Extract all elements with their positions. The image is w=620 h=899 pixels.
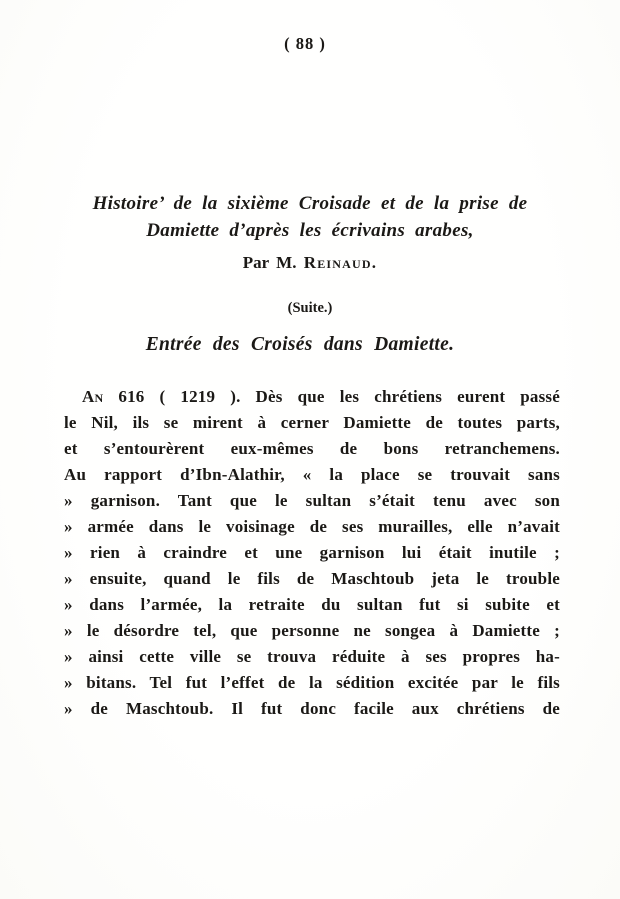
byline-prefix: Par M. (242, 253, 304, 272)
text-line: le Nil, ils se mirent à cerner Damiette de toutes parts, (64, 413, 560, 432)
text-line: » ensuite, quand le fils de Maschtoub jeta le trouble (64, 569, 560, 588)
title-line-1: Histoire’ de la sixième Croisade et de la prise de (92, 193, 528, 214)
text-line: » rien à craindre et une garnison lui était inutile ; (64, 543, 560, 562)
text-line: Au rapport d’Ibn-Alathir, « la place se trouvait sans (64, 465, 560, 484)
body-paragraph (64, 384, 560, 722)
text-line: » dans l’armée, la retraite du sultan fut si subite et (64, 595, 560, 614)
lead-word: An (82, 387, 104, 406)
article-title (50, 190, 570, 275)
text-line: » le désordre tel, que personne ne songea à Damiette ; (64, 621, 560, 640)
first-line-rest: 616 ( 1219 ). Dès que les chrétiens eurent passé (103, 387, 560, 406)
section-heading: Entrée des Croisés dans Damiette. (145, 334, 455, 355)
text-line: » armée dans le voisinage de ses murailles, elle n’avait (64, 517, 560, 536)
text-line: » ainsi cette ville se trouva réduite à ses propres ha- (64, 647, 560, 666)
text-line: » garnison. Tant que le sultan s’était tenu avec son (64, 491, 560, 510)
text-line: » bitans. Tel fut l’effet de la sédition excitée par le fils (64, 673, 560, 692)
text-line (64, 384, 560, 410)
continuation-marker: (Suite.) (287, 300, 333, 316)
text-line: » de Maschtoub. Il fut donc facile aux chrétiens de (64, 699, 560, 718)
text-line: et s’entourèrent eux-mêmes de bons retranchemens. (64, 439, 560, 458)
title-line-2: Damiette d’après les écrivains arabes, (146, 220, 474, 241)
page-number: ( 88 ) (284, 34, 326, 53)
byline-author-name: Reinaud. (303, 253, 378, 272)
byline (50, 250, 570, 275)
